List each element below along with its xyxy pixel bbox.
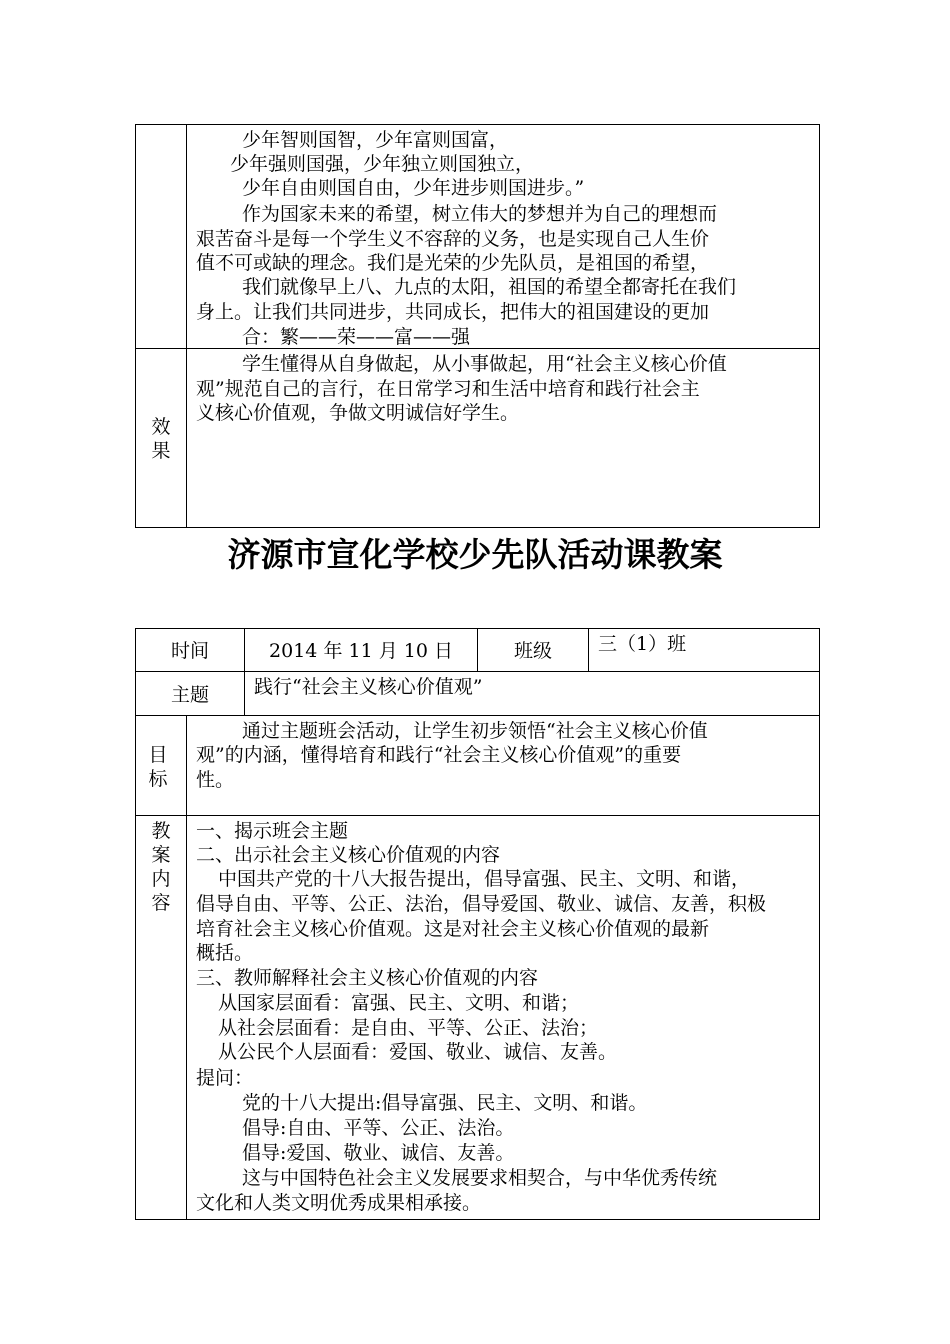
text-line: 从国家层面看：富强、民主、文明、和谐； <box>218 992 580 1014</box>
text-line: 党的十八大提出:倡导富强、民主、文明、和谐。 <box>242 1092 648 1114</box>
goal-label-char: 目 <box>148 744 168 766</box>
text-line: 二、出示社会主义核心价值观的内容 <box>196 844 501 866</box>
text-line: 值不可或缺的理念。我们是光荣的少先队员，是祖国的希望， <box>196 252 710 274</box>
text-line: 提问： <box>196 1067 254 1089</box>
text-line: 从公民个人层面看：爱国、敬业、诚信、友善。 <box>218 1041 618 1063</box>
time-label: 时间 <box>170 640 209 662</box>
document-title: 济源市宣化学校少先队活动课教案 <box>227 535 723 574</box>
text-line: 倡导:爱国、敬业、诚信、友善。 <box>242 1142 515 1164</box>
goal-label-char: 标 <box>148 768 168 790</box>
text-line: 学生懂得从自身做起，从小事做起，用“社会主义核心价值 <box>242 353 727 375</box>
text-line: 通过主题班会活动，让学生初步领悟“社会主义核心价值 <box>242 720 708 742</box>
plan-label-char: 案 <box>151 844 171 866</box>
effect-label-char: 效 <box>151 416 171 438</box>
text-line: 文化和人类文明优秀成果相承接。 <box>196 1192 482 1214</box>
class-value: 三（1）班 <box>598 633 687 655</box>
text-line: 少年自由则国自由，少年进步则国进步。” <box>242 177 585 199</box>
topic-value: 践行“社会主义核心价值观” <box>254 676 483 698</box>
plan-label-char: 内 <box>151 868 171 890</box>
text-line: 观”的内涵，懂得培育和践行“社会主义核心价值观”的重要 <box>196 744 682 766</box>
text-line: 身上。让我们共同进步，共同成长，把伟大的祖国建设的更加 <box>196 301 710 323</box>
text-line: 观”规范自己的言行，在日常学习和生活中培育和践行社会主 <box>196 378 700 400</box>
time-value: 2014 年 11 月 10 日 <box>269 640 453 662</box>
text-line: 我们就像早上八、九点的太阳，祖国的希望全都寄托在我们 <box>242 276 737 298</box>
effect-label-char: 果 <box>151 440 171 462</box>
text-line: 义核心价值观，争做文明诚信好学生。 <box>196 402 520 424</box>
text-line: 倡导:自由、平等、公正、法治。 <box>242 1117 515 1139</box>
text-line: 三、教师解释社会主义核心价值观的内容 <box>196 967 539 989</box>
text-line: 作为国家未来的希望，树立伟大的梦想并为自己的理想而 <box>242 203 718 225</box>
plan-label-char: 容 <box>151 892 171 914</box>
goal-label <box>146 743 170 791</box>
text-line: 一、揭示班会主题 <box>196 820 349 842</box>
topic-label: 主题 <box>170 684 209 706</box>
plan-label <box>149 819 173 915</box>
text-line: 合：繁——荣——富——强 <box>242 326 471 348</box>
plan-label-char: 教 <box>151 820 171 842</box>
text-line: 少年强则国强，少年独立则国独立， <box>230 153 535 175</box>
text-line: 中国共产党的十八大报告提出，倡导富强、民主、文明、和谐， <box>218 868 751 890</box>
text-line: 倡导自由、平等、公正、法治，倡导爱国、敬业、诚信、友善，积极 <box>196 893 767 915</box>
class-label: 班级 <box>513 640 552 662</box>
text-line: 这与中国特色社会主义发展要求相契合，与中华优秀传统 <box>242 1167 718 1189</box>
text-line: 性。 <box>196 769 235 791</box>
text-line: 艰苦奋斗是每一个学生义不容辞的义务，也是实现自己人生价 <box>196 228 710 250</box>
text-line: 从社会层面看：是自由、平等、公正、法治； <box>218 1017 599 1039</box>
text-line: 少年智则国智，少年富则国富， <box>242 129 509 151</box>
text-line: 培育社会主义核心价值观。这是对社会主义核心价值观的最新 <box>196 918 710 940</box>
text-line: 概括。 <box>196 942 254 964</box>
effect-label <box>149 415 173 463</box>
